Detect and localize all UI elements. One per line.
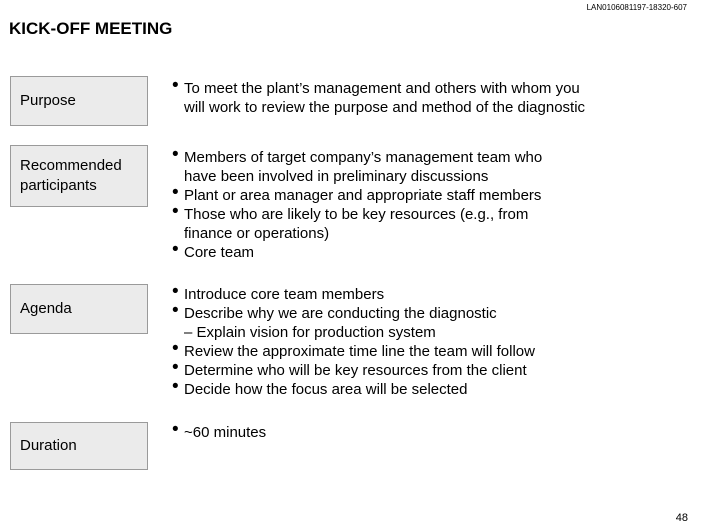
agenda-bullet-1-text: Introduce core team members [184, 286, 385, 303]
participants-bullet-1-line-1: Members of target company’s management team who [184, 149, 543, 166]
agenda-bullet-3 [172, 338, 692, 361]
content-participants [172, 144, 692, 262]
label-agenda [10, 284, 148, 334]
participants-bullet-1-line-2: have been involved in preliminary discussions [184, 168, 489, 185]
document-id: LAN0106081197-18320-607 [586, 3, 687, 12]
label-purpose [10, 76, 148, 126]
content-agenda [172, 281, 692, 399]
bullet-glyph: • [172, 182, 179, 203]
page-number: 48 [675, 512, 688, 524]
participants-bullet-3-line-2: finance or operations) [184, 225, 330, 242]
bullet-glyph: • [172, 300, 179, 321]
agenda-bullet-5-text: Decide how the focus area will be selected [184, 381, 468, 398]
participants-bullet-4-line-1: Core team [184, 244, 255, 261]
bullet-glyph: • [172, 239, 179, 260]
participants-bullet-3 [172, 201, 692, 243]
purpose-bullet-1-line-2: will work to review the purpose and method of the diagnostic [184, 99, 586, 116]
label-purpose-text: Purpose [20, 92, 76, 109]
agenda-sub-item: – Explain vision for production system [184, 324, 436, 341]
bullet-glyph: • [172, 357, 179, 378]
label-participants [10, 145, 148, 207]
purpose-bullet-1 [172, 75, 692, 117]
participants-bullet-4 [172, 239, 692, 262]
agenda-bullet-2 [172, 300, 692, 323]
participants-bullet-2 [172, 182, 692, 205]
label-participants-line-2: participants [20, 177, 97, 194]
label-duration [10, 422, 148, 470]
participants-bullet-1 [172, 144, 692, 186]
content-duration [172, 419, 692, 442]
bullet-glyph: • [172, 281, 179, 302]
agenda-bullet-5 [172, 376, 692, 399]
content-purpose [172, 75, 692, 117]
agenda-bullet-4-text: Determine who will be key resources from the client [184, 362, 527, 379]
page-title: KICK-OFF MEETING [9, 19, 173, 38]
bullet-glyph: • [172, 75, 179, 96]
agenda-bullet-3-text: Review the approximate time line the team will follow [184, 343, 535, 360]
agenda-bullet-1 [172, 281, 692, 304]
bullet-glyph: • [172, 376, 179, 397]
label-participants-line-1: Recommended [20, 157, 122, 174]
agenda-bullet-4 [172, 357, 692, 380]
bullet-glyph: • [172, 144, 179, 165]
purpose-bullet-1-line-1: To meet the plant’s management and others with whom you [184, 80, 580, 97]
bullet-glyph: • [172, 419, 179, 440]
label-duration-text: Duration [20, 437, 77, 454]
duration-bullet-1-text: ~60 minutes [184, 424, 267, 441]
participants-bullet-2-line-1: Plant or area manager and appropriate staff members [184, 187, 542, 204]
duration-bullet-1 [172, 419, 692, 442]
bullet-glyph: • [172, 338, 179, 359]
label-agenda-text: Agenda [20, 300, 72, 317]
label-participants-text [20, 156, 122, 196]
bullet-glyph: • [172, 201, 179, 222]
agenda-bullet-2-text: Describe why we are conducting the diagnostic [184, 305, 497, 322]
participants-bullet-3-line-1: Those who are likely to be key resources (e.g., from [184, 206, 529, 223]
